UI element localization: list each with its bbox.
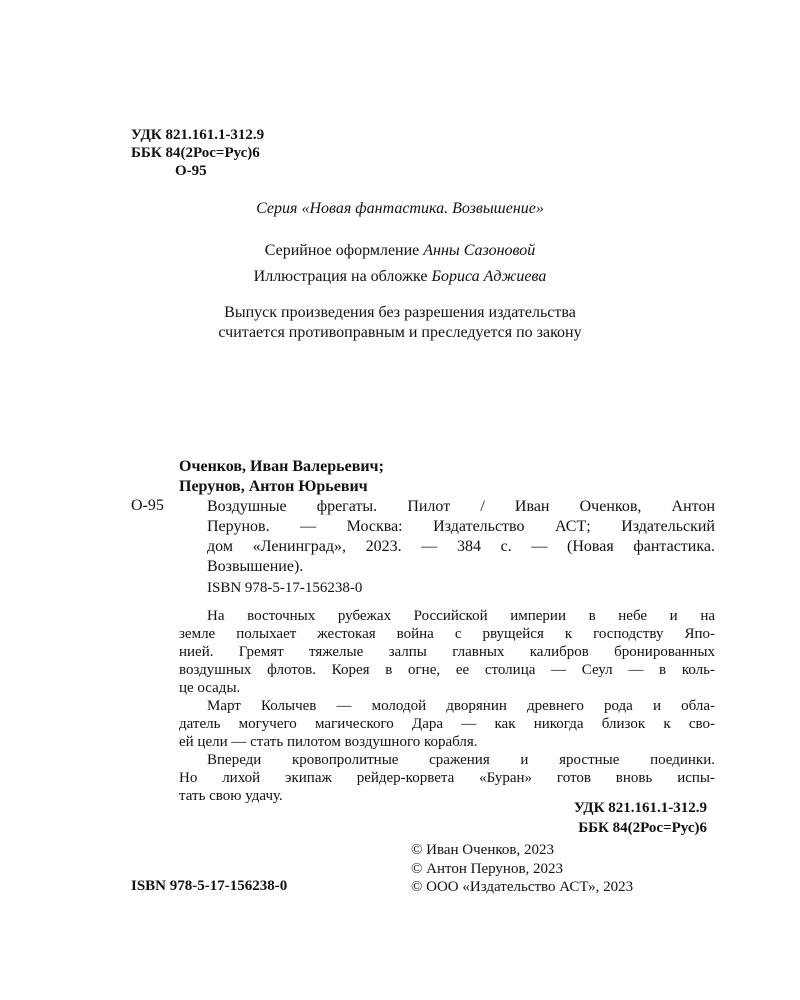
cover-credit [0, 268, 800, 286]
annotation-line: це осады. [179, 680, 241, 696]
isbn-footer: ISBN 978-5-17-156238-0 [131, 878, 288, 894]
author-heading: Перунов, Антон Юрьевич [179, 478, 368, 495]
copyright-line: © Иван Оченков, 2023 [411, 842, 554, 858]
author-mark: О-95 [175, 163, 207, 179]
annotation-line: нией. Гремят тяжелые залпы главных калибров бронированных [179, 644, 715, 660]
design-credit [0, 242, 800, 260]
bibliographic-line: Воздушные фрегаты. Пилот / Иван Оченков, Антон [207, 498, 715, 515]
design-credit-name: Анны Сазоновой [423, 242, 536, 259]
annotation-line: воздушных флотов. Корея в огне, ее столица — Сеул — в коль- [179, 662, 715, 678]
annotation-line: датель могучего магического Дара — как никогда близок к сво- [179, 716, 715, 732]
footer-bbk-code: ББК 84(2Рос=Рус)6 [578, 820, 707, 836]
cover-credit-label: Иллюстрация на обложке [253, 268, 428, 285]
annotation-line: На восточных рубежах Российской империи в небе и на [207, 608, 715, 624]
annotation-line: Впереди кровопролитные сражения и яростные поединки. [207, 752, 715, 768]
annotation-line: Март Колычев — молодой дворянин древнего рода и обла- [207, 698, 715, 714]
author-heading: Оченков, Иван Валерьевич; [179, 458, 384, 475]
bibliographic-record [207, 497, 715, 577]
catalog-index: О-95 [131, 497, 164, 514]
annotation-line: тать свою удачу. [179, 788, 283, 804]
udk-code: УДК 821.161.1-312.9 [131, 127, 265, 143]
annotation [179, 607, 715, 805]
bibliographic-line: дом «Ленинград», 2023. — 384 с. — (Новая фантастика. [207, 538, 715, 555]
legal-notice-line: считается противоправным и преследуется по закону [218, 324, 582, 341]
copyright-line: © ООО «Издательство АСТ», 2023 [411, 879, 634, 895]
bibliographic-line: Возвышение). [207, 558, 304, 575]
series-title: Серия «Новая фантастика. Возвышение» [256, 200, 544, 217]
bbk-code: ББК 84(2Рос=Рус)6 [131, 145, 260, 161]
annotation-line: Но лихой экипаж рейдер-корвета «Буран» готов вновь испы- [179, 770, 715, 786]
footer-udk-code: УДК 821.161.1-312.9 [573, 800, 707, 816]
annotation-line: ей цели — стать пилотом воздушного корабля. [179, 734, 478, 750]
design-credit-label: Серийное оформление [264, 242, 420, 259]
isbn-record: ISBN 978-5-17-156238-0 [207, 580, 363, 596]
cover-credit-name: Бориса Аджиева [431, 268, 547, 285]
copyright-line: © Антон Перунов, 2023 [411, 861, 564, 877]
legal-notice-line: Выпуск произведения без разрешения издательства [224, 304, 576, 321]
bibliographic-line: Перунов. — Москва: Издательство АСТ; Издательский [207, 518, 715, 535]
annotation-line: земле полыхает жестокая война с рвущейся к господству Япо- [179, 626, 715, 642]
